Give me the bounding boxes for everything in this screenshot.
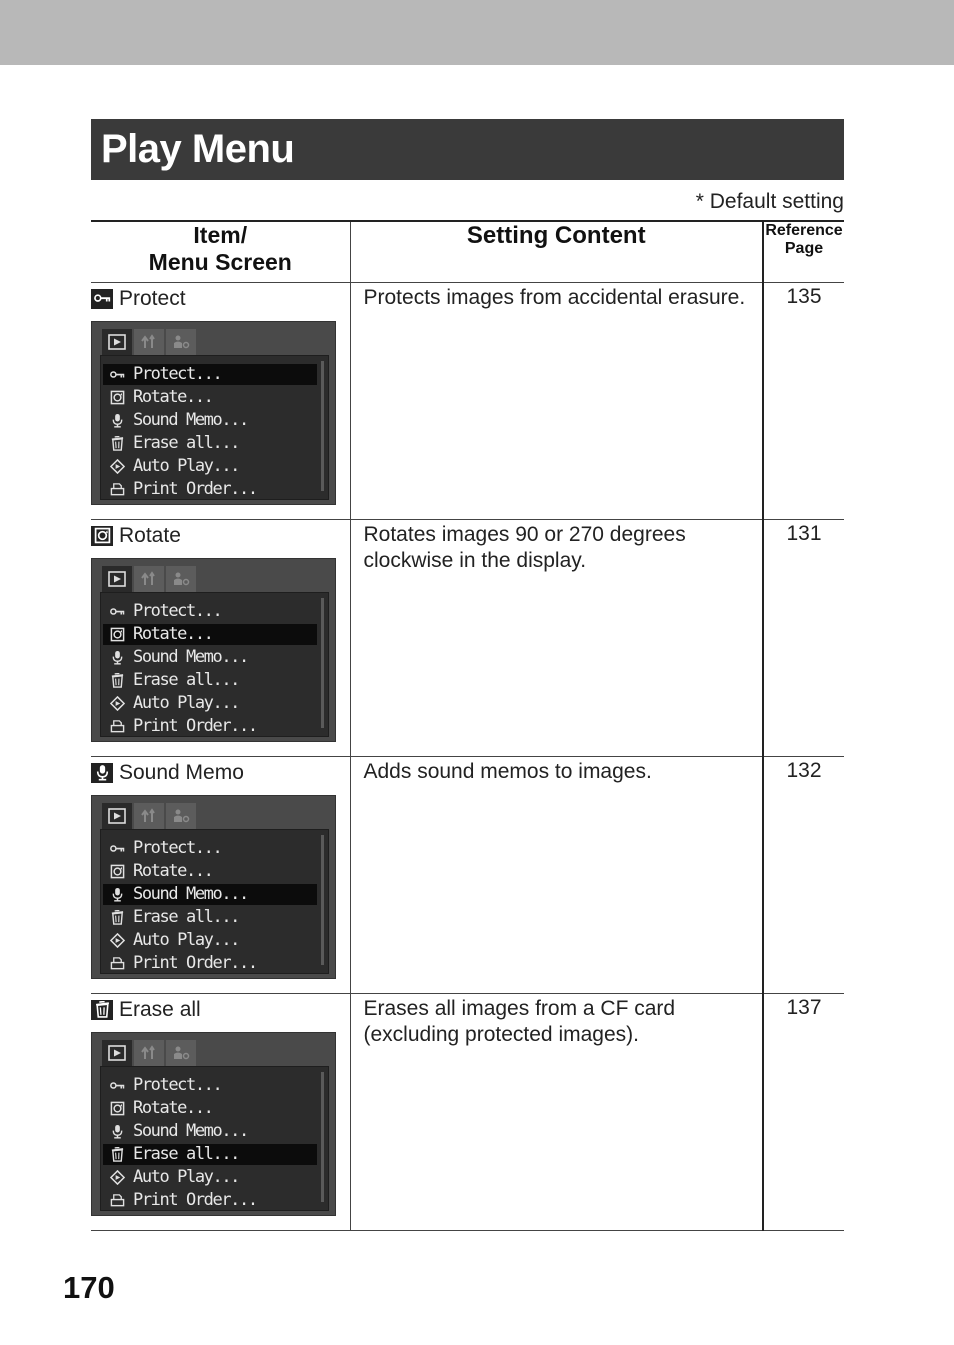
camera-menu-item-label: Sound Memo...	[133, 410, 248, 430]
camera-menu-tabs	[102, 566, 198, 592]
camera-menu-item	[103, 410, 317, 431]
page-number: 170	[63, 1270, 115, 1305]
item-label	[91, 998, 350, 1022]
item-label	[91, 524, 350, 548]
camera-menu-item-label: Sound Memo...	[133, 884, 248, 904]
table-header-row	[91, 221, 844, 282]
setup-tab-icon	[134, 566, 164, 592]
camera-menu-item	[103, 930, 317, 951]
my-settings-tab-icon	[166, 329, 196, 355]
camera-menu-item-label: Erase all...	[133, 670, 240, 690]
item-name: Erase all	[119, 997, 201, 1021]
item-name: Protect	[119, 286, 186, 310]
camera-menu-item-label: Protect...	[133, 601, 222, 621]
microphone-icon	[91, 763, 113, 783]
camera-menu-item	[103, 953, 317, 974]
camera-menu-item-label: Auto Play...	[133, 456, 240, 476]
camera-menu-item	[103, 838, 317, 859]
camera-menu-item	[103, 1121, 317, 1142]
default-setting-note: * Default setting	[695, 190, 844, 213]
setting-content-cell: Erases all images from a CF card (excluding protected images).	[350, 993, 763, 1230]
camera-menu-item-label: Rotate...	[133, 1098, 213, 1118]
camera-menu-item	[103, 1190, 317, 1211]
header-reference-page: Reference Page	[763, 221, 844, 282]
camera-menu-scrollbar	[321, 598, 324, 728]
camera-menu-item	[103, 693, 317, 714]
erase-trash-icon	[107, 1147, 127, 1162]
camera-menu-item-label: Sound Memo...	[133, 1121, 248, 1141]
camera-menu-item-label: Sound Memo...	[133, 647, 248, 667]
item-cell	[91, 756, 350, 993]
page-title: Play Menu	[101, 127, 295, 171]
camera-menu-item	[103, 624, 317, 645]
camera-menu-item-label: Rotate...	[133, 861, 213, 881]
microphone-icon	[107, 650, 127, 665]
item-label	[91, 287, 350, 311]
camera-menu-item-label: Protect...	[133, 364, 222, 384]
section-title-bar	[91, 119, 844, 180]
camera-menu-item	[103, 433, 317, 454]
camera-menu-item	[103, 456, 317, 477]
camera-menu-item	[103, 1075, 317, 1096]
camera-menu-item-label: Erase all...	[133, 907, 240, 927]
reference-page-cell: 131	[763, 519, 844, 756]
camera-menu-panel	[100, 592, 329, 737]
camera-menu-item-label: Auto Play...	[133, 693, 240, 713]
item-cell	[91, 282, 350, 519]
erase-trash-icon	[107, 673, 127, 688]
camera-menu-screenshot	[91, 795, 336, 979]
camera-menu-item-label: Print Order...	[133, 479, 257, 499]
protect-key-icon	[91, 289, 113, 309]
setting-content-cell: Adds sound memos to images.	[350, 756, 763, 993]
camera-menu-item-label: Rotate...	[133, 624, 213, 644]
print-order-icon	[107, 482, 127, 497]
my-settings-tab-icon	[166, 1040, 196, 1066]
microphone-icon	[107, 413, 127, 428]
auto-play-icon	[107, 1170, 127, 1185]
item-label	[91, 761, 350, 785]
camera-menu-scrollbar	[321, 361, 324, 491]
print-order-icon	[107, 1193, 127, 1208]
erase-trash-icon	[91, 1000, 113, 1020]
camera-menu-screenshot	[91, 558, 336, 742]
camera-menu-scrollbar	[321, 835, 324, 965]
camera-menu-item	[103, 861, 317, 882]
auto-play-icon	[107, 933, 127, 948]
camera-menu-item-label: Erase all...	[133, 433, 240, 453]
play-menu-table	[91, 220, 844, 1231]
camera-menu-item	[103, 716, 317, 737]
camera-menu-panel	[100, 1066, 329, 1211]
camera-menu-item	[103, 479, 317, 500]
play-tab-icon	[102, 566, 132, 592]
my-settings-tab-icon	[166, 803, 196, 829]
protect-key-icon	[107, 607, 127, 616]
camera-menu-screenshot	[91, 1032, 336, 1216]
auto-play-icon	[107, 459, 127, 474]
camera-menu-item	[103, 647, 317, 668]
print-order-icon	[107, 956, 127, 971]
rotate-icon	[107, 627, 127, 642]
erase-trash-icon	[107, 910, 127, 925]
top-gray-band	[0, 0, 954, 65]
camera-menu-item-label: Rotate...	[133, 387, 213, 407]
my-settings-tab-icon	[166, 566, 196, 592]
header-setting-content: Setting Content	[350, 221, 763, 282]
camera-menu-item	[103, 670, 317, 691]
camera-menu-item-label: Erase all...	[133, 1144, 240, 1164]
camera-menu-tabs	[102, 803, 198, 829]
camera-menu-item-label: Auto Play...	[133, 930, 240, 950]
protect-key-icon	[107, 370, 127, 379]
setup-tab-icon	[134, 803, 164, 829]
table-row	[91, 519, 844, 756]
camera-menu-screenshot	[91, 321, 336, 505]
print-order-icon	[107, 719, 127, 734]
rotate-icon	[91, 526, 113, 546]
rotate-icon	[107, 1101, 127, 1116]
camera-menu-item	[103, 1167, 317, 1188]
table-row	[91, 756, 844, 993]
rotate-icon	[107, 864, 127, 879]
protect-key-icon	[107, 844, 127, 853]
camera-menu-item-label: Protect...	[133, 1075, 222, 1095]
setup-tab-icon	[134, 329, 164, 355]
microphone-icon	[107, 887, 127, 902]
protect-key-icon	[107, 1081, 127, 1090]
item-cell	[91, 519, 350, 756]
camera-menu-item	[103, 907, 317, 928]
camera-menu-item	[103, 1144, 317, 1165]
play-tab-icon	[102, 803, 132, 829]
camera-menu-item-label: Print Order...	[133, 1190, 257, 1210]
erase-trash-icon	[107, 436, 127, 451]
camera-menu-tabs	[102, 329, 198, 355]
microphone-icon	[107, 1124, 127, 1139]
item-name: Sound Memo	[119, 760, 244, 784]
camera-menu-item	[103, 884, 317, 905]
header-item-menu-screen: Item/ Menu Screen	[91, 221, 350, 282]
table-row	[91, 993, 844, 1230]
setup-tab-icon	[134, 1040, 164, 1066]
camera-menu-item-label: Protect...	[133, 838, 222, 858]
camera-menu-item-label: Print Order...	[133, 953, 257, 973]
item-cell	[91, 993, 350, 1230]
play-tab-icon	[102, 329, 132, 355]
camera-menu-tabs	[102, 1040, 198, 1066]
camera-menu-item-label: Print Order...	[133, 716, 257, 736]
camera-menu-panel	[100, 829, 329, 974]
setting-content-cell: Protects images from accidental erasure.	[350, 282, 763, 519]
camera-menu-scrollbar	[321, 1072, 324, 1202]
play-tab-icon	[102, 1040, 132, 1066]
camera-menu-item-label: Auto Play...	[133, 1167, 240, 1187]
camera-menu-item	[103, 387, 317, 408]
rotate-icon	[107, 390, 127, 405]
camera-menu-item	[103, 1098, 317, 1119]
table-row	[91, 282, 844, 519]
camera-menu-item	[103, 364, 317, 385]
auto-play-icon	[107, 696, 127, 711]
camera-menu-panel	[100, 355, 329, 500]
item-name: Rotate	[119, 523, 181, 547]
setting-content-cell: Rotates images 90 or 270 degrees clockwise in the display.	[350, 519, 763, 756]
reference-page-cell: 137	[763, 993, 844, 1230]
reference-page-cell: 132	[763, 756, 844, 993]
camera-menu-item	[103, 601, 317, 622]
reference-page-cell: 135	[763, 282, 844, 519]
